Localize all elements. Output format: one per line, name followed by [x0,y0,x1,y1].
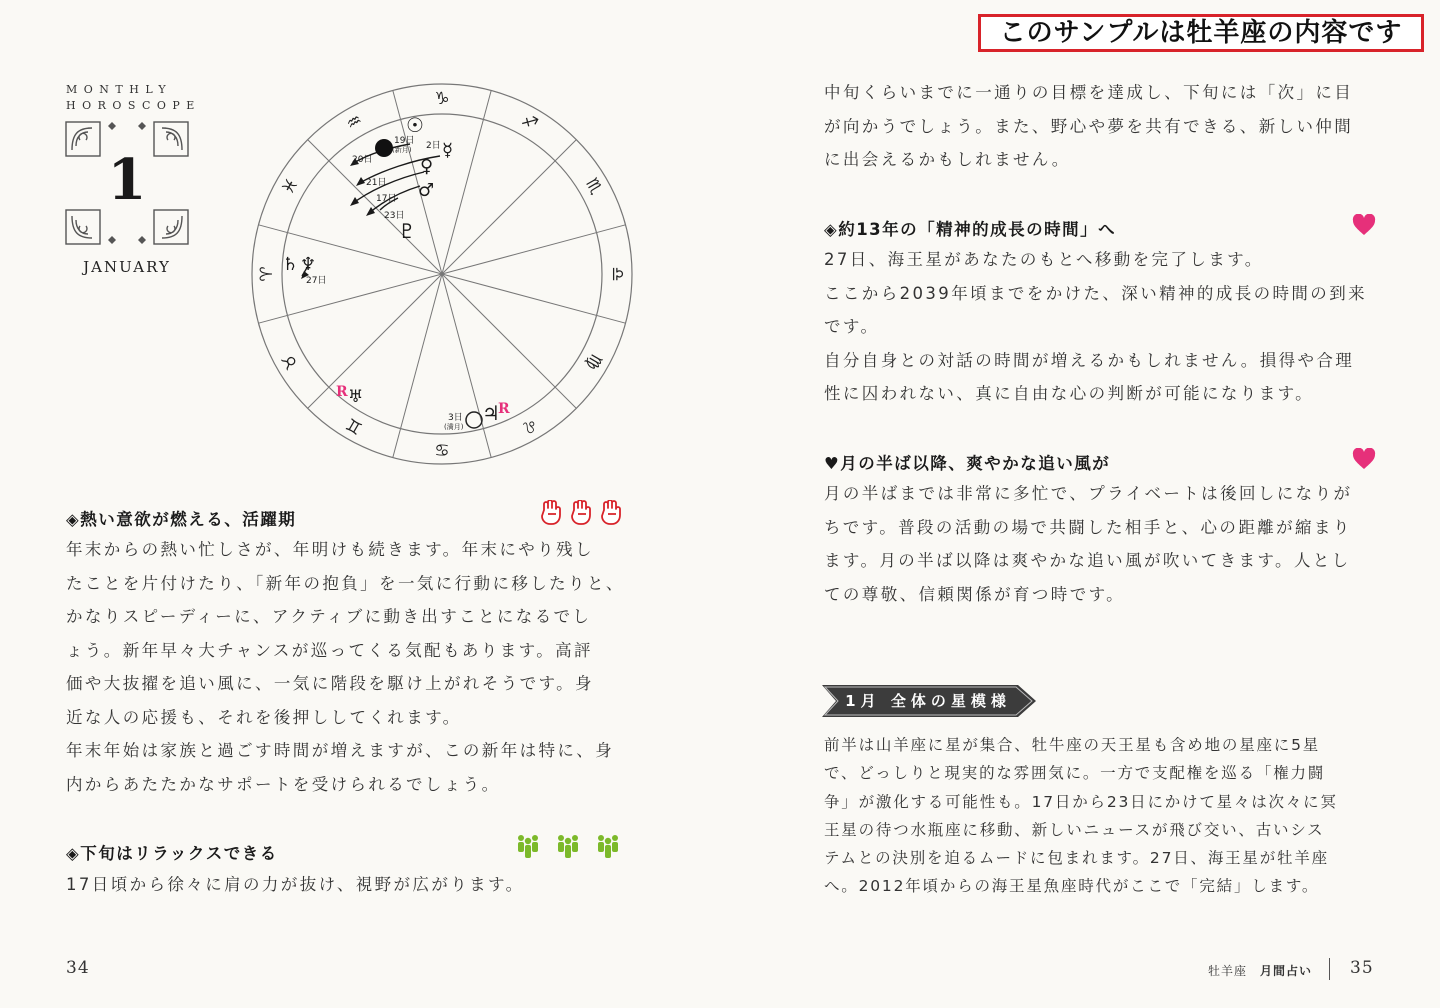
fist-icon [540,500,564,526]
group-people-icon [554,832,582,860]
heart-icon [1352,448,1376,470]
house-spoke [442,140,576,274]
zodiac-sign-5: ♍ [581,349,607,374]
uranus-retrograde: R [336,384,348,400]
section3-body: 27日、海王星があなたのもとへ移動を完了します。 ここから2039年頃までをかけた、深い精神的成長の時間の到来 です。 自分自身との対話の時間が増えるかもしれません。損得や合理 性に囚われない、真に自由な心の判断が可能になります。 [824,250,1367,403]
zodiac-sign-8: ♊ [342,413,367,439]
venus-symbol: ♀ [420,156,434,177]
zodiac-sign-3: ♏ [581,174,607,199]
heart-icon [1352,214,1376,236]
new-moon-dot [375,139,393,157]
intro-text: 中旬くらいまでに一通りの目標を達成し、下旬には「次」に目 が向かうでしょう。また、野心や夢を共有できる、新しい仲間 に出会えるかもしれません。 [824,83,1354,169]
people-rating [514,832,622,860]
house-spoke [442,274,626,323]
section3-title: ◈約13年の「精神的成長の時間」へ [824,220,1117,239]
footer-divider [1329,958,1330,980]
zodiac-sign-4: ♎ [607,266,627,282]
section4-body: 月の半ばまでは非常に多忙で、プライベートは後回しになりが ちです。普段の活動の場で共闘した相手と、心の距離が縮まり ます。月の半ば以降は爽やかな追い風が吹いてきます。人とし ての尊敬、信頼関係が育つ時です。 [824,484,1353,604]
house-spoke [442,90,491,274]
horoscope-chart [248,80,636,468]
house-spoke [258,274,442,323]
month-number: 1 [107,147,147,213]
sun-symbol: ☉ [406,113,424,137]
neptune-symbol: ♆ [300,254,317,275]
footer-title: 月間占い [1260,964,1313,978]
overall-body: 前半は山羊座に星が集合、牡牛座の天王星も含め地の星座に5星 で、どっしりと現実的な雰囲気に。一方で支配権を巡る「権力闘 争」が激化する可能性も。17日から23日にかけて星々は次々に冥 王星の待つ水瓶座に移動、新しいニュースが飛び交い、古いシス テムとの決別を迫るムードに包まれます。27日、海王星が牡羊座 へ。2012年頃からの海王星魚座時代がここで「完結」します。 [824,736,1338,896]
label-2: 2日 [426,141,441,151]
zodiac-sign-11: ♓ [277,174,303,199]
mars-symbol: ♂ [418,180,435,201]
monthly-word: MONTHLY [66,83,173,96]
ornament-corner-br [154,210,188,244]
label-19-note: (新月) [392,146,412,154]
section4-title: ♥月の半ば以降、爽やかな追い風が [824,454,1111,473]
uranus-symbol: ♅ [348,387,364,407]
pluto-symbol: ♇ [398,219,416,243]
fist-icon [600,500,624,526]
label-27: 27日 [306,276,327,286]
label-23: 23日 [384,211,405,221]
fist-icon [570,500,594,526]
house-spoke [308,274,442,408]
label-20: 20日 [352,155,373,165]
group-people-icon [514,832,542,860]
section1-title: ◈熱い意欲が燃える、活躍期 [66,510,297,529]
saturn-symbol: ♄ [282,254,299,275]
mercury-symbol: ☿ [442,140,454,161]
house-spoke [393,274,442,458]
horoscope-word: HOROSCOPE [66,99,201,112]
month-name: JANUARY [83,258,171,276]
zodiac-sign-1: ♑ [434,89,450,109]
sample-banner: このサンプルは牡羊座の内容です [978,14,1424,52]
zodiac-sign-6: ♌ [517,413,542,439]
energy-rating [540,500,624,526]
section2-title: ◈下旬はリラックスできる [66,844,278,863]
ornament-corner-bl [66,210,100,244]
section2-body: 17日頃から徐々に肩の力が抜け、視野が広がります。 [66,875,525,894]
overall-ribbon-label: 1月 全体の星模様 [845,692,1011,710]
footer-sign: 牡羊座 [1208,964,1248,978]
zodiac-sign-2: ♐ [517,109,542,135]
house-spoke [442,225,626,274]
section1-body: 年末からの熱い忙しさが、年明けも続きます。年末にやり残し たことを片付けたり、「新年の抱負」を一気に行動に移したりと、 かなりスピーディーに、アクティブに動き出すことになるでし ょう。新年早々大チャンスが巡ってくる気配もあります。高評 価や大抜擢を追い風に、一気に階段を駆け上がれそうです。身 近な人の応援も、それを後押ししてくれます。 年末年始は家族と過ごす時間が増えますが、この新年は特に、身 内からあたたかなサポートを受けられるでしょう。 [66,540,625,794]
monthly-horoscope-label [66,82,201,114]
label-3: 3日 [448,413,463,423]
label-17: 17日 [376,194,397,204]
page-number-right: 35 [1350,958,1374,978]
label-21: 21日 [366,178,387,188]
zodiac-sign-12: ♒ [342,109,367,135]
house-spoke [442,274,576,408]
jupiter-retrograde: R [498,401,510,417]
zodiac-sign-9: ♉ [277,349,303,374]
jupiter-symbol: ♃ [482,401,500,425]
page-number-left: 34 [66,958,90,978]
full-moon-circle [466,412,482,428]
zodiac-sign-10: ♈ [257,266,277,282]
label-3-note: (満月) [444,423,464,431]
label-19: 19日 [394,136,415,146]
zodiac-sign-7: ♋ [434,439,450,459]
group-people-icon [594,832,622,860]
